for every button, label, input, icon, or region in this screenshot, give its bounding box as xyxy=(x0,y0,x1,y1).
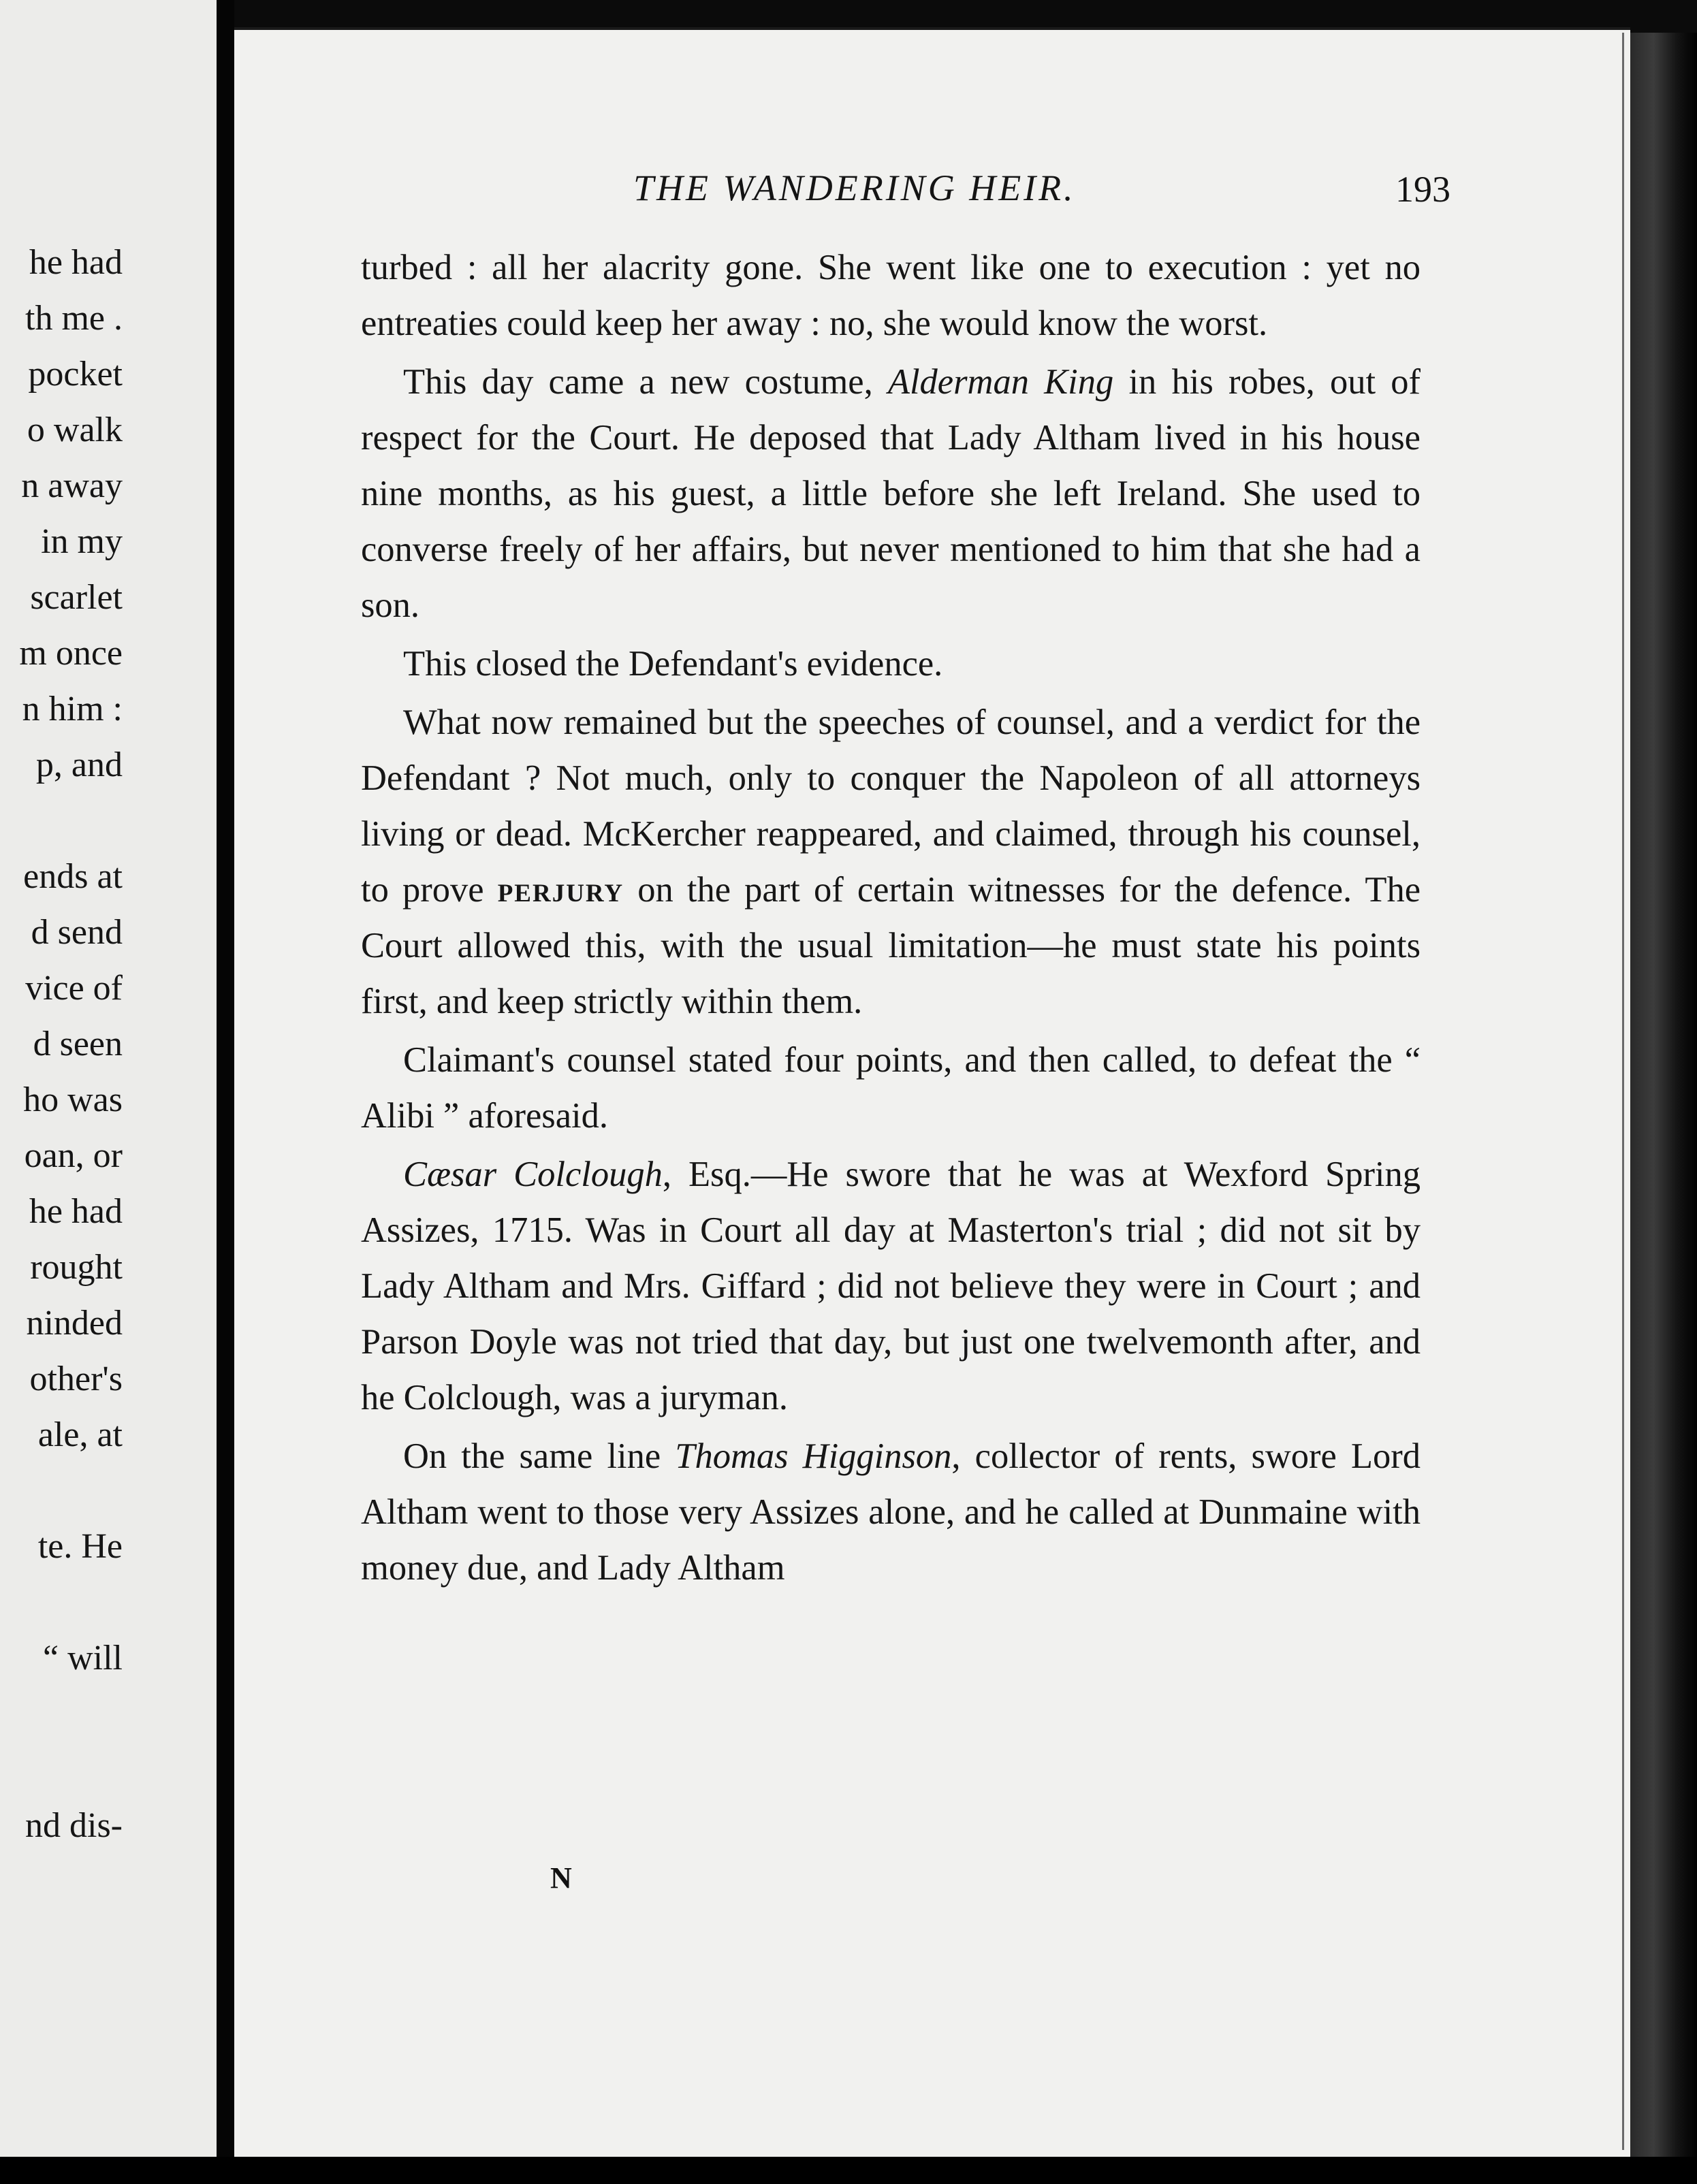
left-page-line: he had xyxy=(29,243,123,282)
paragraph-5 xyxy=(361,1032,1421,1144)
left-page-line: vice of xyxy=(25,969,123,1008)
paragraph-3-text: This closed the Defendant's evidence. xyxy=(403,644,943,684)
running-head xyxy=(402,167,1450,221)
left-page-line: n him : xyxy=(22,690,123,728)
left-page-line: p, and xyxy=(35,745,123,784)
paragraph-5-text: Claimant's counsel stated four points, and then called, to defeat the “ Alibi ” aforesaid. xyxy=(361,1040,1421,1136)
left-page-line: rought xyxy=(30,1248,123,1287)
left-page-line: “ will xyxy=(43,1639,123,1677)
left-page-line: other's xyxy=(29,1360,123,1398)
witness-name-alderman-king: Alderman King xyxy=(887,362,1114,402)
paragraph-4-text-a: What now remained but the speeches of counsel, and a verdict for the Defendant ? Not much, only to conquer the Napoleon of all attorneys living or dead. McKercher reappeared, and claimed, through his counsel, to prove xyxy=(361,703,1421,910)
paragraph-1-text: turbed : all her alacrity gone. She went like one to execution : yet no entreaties could keep her away : no, she would know the worst. xyxy=(361,248,1421,343)
paragraph-2 xyxy=(361,354,1421,633)
left-page-line: oan, or xyxy=(24,1136,123,1175)
left-page-line: ale, at xyxy=(37,1415,123,1454)
paragraph-7 xyxy=(361,1428,1421,1596)
left-page-line: ho was xyxy=(23,1080,123,1119)
left-page-line: n away xyxy=(21,466,123,505)
left-page-line: he had xyxy=(29,1192,123,1231)
paragraph-2-text-a: This day came a new costume, xyxy=(403,362,888,402)
signature-mark: N xyxy=(550,1861,572,1895)
left-page-line: pocket xyxy=(28,355,123,394)
left-page-line: d seen xyxy=(33,1025,123,1063)
left-page-line: ends at xyxy=(23,857,123,896)
paragraph-7-text-a: On the same line xyxy=(403,1436,676,1476)
book-gutter xyxy=(217,0,234,2184)
witness-name-caesar-colclough: Cæsar Colclough xyxy=(403,1155,663,1194)
left-page-line: te. He xyxy=(37,1527,123,1566)
paragraph-6 xyxy=(361,1146,1421,1426)
left-page-line: d send xyxy=(31,913,123,952)
perjury-smallcaps: perjury xyxy=(497,870,624,910)
paragraph-4 xyxy=(361,694,1421,1029)
paragraph-4-text-b: on the part of certain witnesses for the defence. The Court allowed this, with the usual limitation—he must state his points first, and keep strictly within them. xyxy=(361,870,1421,1021)
left-page-line: m once xyxy=(19,634,123,673)
header-title: THE WANDERING HEIR. xyxy=(633,167,1076,208)
left-page-line: scarlet xyxy=(30,578,123,617)
left-page-line: nd dis- xyxy=(25,1806,123,1845)
book-edge-shadow xyxy=(1630,33,1697,2184)
paragraph-1 xyxy=(361,240,1421,351)
witness-name-thomas-higginson: Thomas Higginson xyxy=(675,1436,952,1476)
page-number: 193 xyxy=(1395,169,1450,210)
paragraph-2-text-b: in his robes, out of respect for the Court. He deposed that Lady Altham lived in his house nine months, as his guest, a little before she left Ireland. She used to converse freely of her affairs, but never mentioned to him that she had a son. xyxy=(361,362,1421,625)
page-edge xyxy=(1622,33,1624,2150)
paragraph-3 xyxy=(361,636,1421,692)
left-page-line: th me . xyxy=(25,299,123,338)
left-page-line: in my xyxy=(41,522,123,561)
left-page-line: ninded xyxy=(26,1304,123,1343)
left-page-line: o walk xyxy=(27,411,123,449)
paragraph-6-text: , Esq.—He swore that he was at Wexford Spring Assizes, 1715. Was in Court all day at Masterton's trial ; did not sit by Lady Altham and Mrs. Giffard ; did not believe they were in Court ; and Parson Doyle was not tried that day, but just one twelvemonth after, and he Colclough, was a juryman. xyxy=(361,1155,1421,1417)
paragraph-7-text-b: , collector of rents, swore Lord Altham went to those very Assizes alone, and he called at Dunmaine with money due, and Lady Altham xyxy=(361,1436,1421,1588)
body-text xyxy=(361,240,1421,1596)
bottom-shadow xyxy=(0,2157,1697,2184)
